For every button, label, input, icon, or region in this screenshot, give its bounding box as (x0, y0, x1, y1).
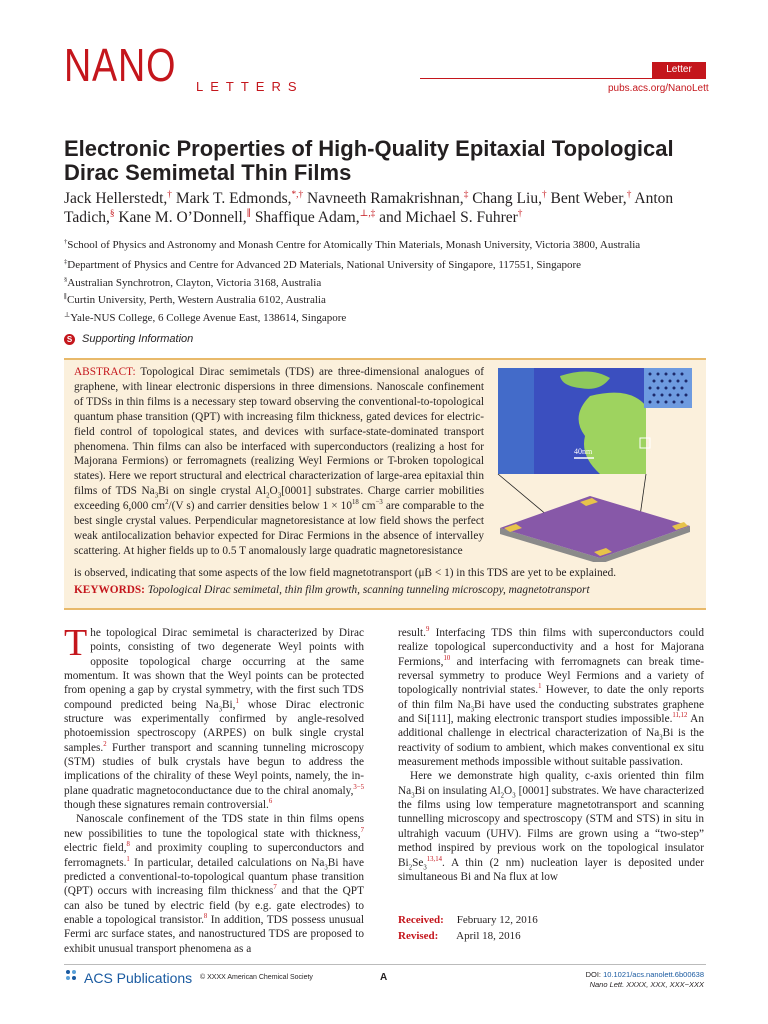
stm-left-band (498, 368, 534, 474)
affiliation-text: Department of Physics and Centre for Advanced 2D Materials, National University of Singapore, 117551, Singapore (67, 259, 582, 271)
footer-rule (64, 964, 706, 965)
author-affiliation-mark: § (109, 208, 115, 219)
drop-cap: T (64, 622, 88, 664)
acs-logo-icon (64, 968, 80, 984)
author-name: Shaffique Adam, (254, 209, 360, 226)
toc-graphic (490, 366, 700, 562)
author-affiliation-mark: *,† (291, 189, 304, 200)
journal-logo-sub: LETTERS (196, 79, 304, 94)
revised-label: Revised: (398, 930, 439, 942)
body-column-left: T he topological Dirac semimetal is characterized by Dirac points, consisting of two degenerate Weyl points with opposite topological charge occurring at the same momentum. It was shown that the Weyl points can be protected from opening a gap by crystal symmetry, with the first such TDS compound predicted being $Na_3Bi,^1$ whose Dirac electronic structure was experimentally confirmed by angle-resolved photoemission spectroscopy (ARPES) on bulk single crystal samples.$^2$ Further transport and scanning tunneling microscopy (STM) studies of bulk crystals have begun to address the implications of the chirality of these Weyl points, namely, the in-plane quadratic magnetoconductance due to the chiral anomaly,$^{3-5}$ though these signatures remain controversial.$^6$ Nanoscale confinement of the TDS state in thin films opens new possibilities to tune the topological state with thickness,$^7$ electric field,$^8$ and proximity coupling to superconductors and ferromagnets.$^1$ In particular, detailed calculations on $Na_3Bi$ have predicted a conventional-to-topological quantum phase transition (QPT) occurs with increasing film thickness$^7$ and that the QPT can also be tuned by electric field (by e.g. gate electrodes) to enable a topological transistor.$^8$ In addition, TDS possess unusual Fermi arc surface states, and nanostructured TDS are proposed to exhibit unusual transport phenomena as a (64, 622, 365, 955)
supporting-info-icon[interactable]: S (64, 334, 75, 345)
author-affiliation-mark: ∥ (246, 208, 251, 219)
doi-label: DOI: (585, 970, 601, 979)
author-affiliation-mark: † (167, 189, 172, 200)
journal-website-link[interactable]: pubs.acs.org/NanoLett (608, 83, 709, 94)
journal-logo: NANO (64, 39, 177, 91)
header-rule (420, 78, 706, 79)
author-name: Bent Weber, (550, 190, 627, 207)
abstract-text: ABSTRACT: Topological Dirac semimetals (TDS) are three-dimensional analogues of graphene, with linear electronic dispersions in three dimensions. Nanoscale confinement of TDSs in thin films is a necessary step toward observing the conventional-to-topological quantum phase transition (QPT) with increasing film thickness, gated devices for electric-field control of topological states, and devices with surface-state-dominated transport phenomena. Thin films can also be interfaced with superconductors (realizing a host for Majorana Fermions) or ferromagnets (realizing Weyl Fermions or T-broken topological states). Here we report structural and electrical characterization of large-area epitaxial thin films of TDS $Na_3Bi$ on single crystal $Al_2O_3[0001]$ substrates. Charge carrier mobilities exceeding 6,000 $cm^2/(V$ s) and carrier densities below $1 \times 10^{18}$ $cm^{-3}$ are comparable to the best single crystal values. Perpendicular magnetoresistance at low field shows the perfect weak antilocalization behavior expected for Dirac Fermions in the absence of intervalley scattering. At higher fields up to 0.5 T anomalously large quadratic magnetoresistance (74, 366, 484, 557)
author-name: Kane M. O’Donnell, (118, 209, 247, 226)
citation: Nano Lett. XXXX, XXX, XXX−XXX (589, 980, 704, 989)
body-column-right: result.$^9$ Interfacing TDS thin films with superconductors could realize topological superconductivity and a host for Majorana Fermions,$^{10}$ and interfacing with ferromagnets can break time-reversal symmetry to produce Weyl Fermions and a variety of topologically nontrivial states.$^1$ However, to date the only reports of thin film $Na_3Bi$ have used the conducting substrates graphene and Si[111], making electronic transport studies impossible.$^{11,12}$ An additional challenge in electrical characterization of $Na_3Bi$ is the reactivity of sodium to ambient, which makes conventional ex situ measurement methods impossible without suitable passivation. Here we demonstrate high quality, c-axis oriented thin film $Na_3Bi$ on insulating $Al_2O_3$ [0001] substrates. We have characterized the films using low temperature magnetotransport and scanning tunnelling microscopy and spectroscopy (STM and STS) in situ in ultrahigh vacuum (UHV). Films are grown using a “two-step” method inspired by previous work on the topological insulator $Bi_2Se_3^{13,14}$. A thin (2 nm) nucleation layer is deposited under simultaneous Bi and Na flux at low (398, 626, 705, 883)
affiliation-mark: † (64, 238, 68, 246)
abstract-text-end: is observed, indicating that some aspects of the low field magnetotransport (μB < 1) in this TDS are yet to be explained. (74, 567, 617, 579)
author-name: Chang Liu, (472, 190, 542, 207)
affiliation-text: School of Physics and Astronomy and Monash Centre for Atomically Thin Materials, Monash University, Victoria 3800, Australia (67, 239, 641, 251)
doi-block (552, 970, 704, 990)
affiliation-mark: ∥ (64, 293, 68, 301)
affiliation-mark: § (64, 276, 68, 284)
author-name: Navneeth Ramakrishnan, (307, 190, 464, 207)
received-date: Received: February 12, 2016 (398, 914, 538, 926)
supporting-info-link[interactable]: Supporting Information (82, 333, 194, 345)
keywords-text: Topological Dirac semimetal, thin film growth, scanning tunneling microscopy, magnetotransport (147, 584, 590, 596)
affiliation (64, 258, 714, 272)
affiliation (64, 311, 714, 325)
affiliation-mark: ⊥ (64, 311, 71, 319)
scale-bar-label: 40nm (574, 447, 593, 456)
received-label: Received: (398, 914, 444, 926)
keywords-label: KEYWORDS: (74, 584, 145, 596)
author-affiliation-mark: † (517, 208, 523, 219)
abstract-label: ABSTRACT: (74, 366, 136, 378)
author-affiliation-mark: † (541, 189, 547, 200)
author-name: Anton Tadich, (64, 190, 674, 226)
revised-date: Revised: April 18, 2016 (398, 930, 521, 942)
author-name: Jack Hellerstedt, (64, 190, 168, 207)
author-affiliation-mark: † (626, 189, 632, 200)
author-affiliation-mark: ‡ (463, 189, 469, 200)
keywords (74, 583, 700, 598)
zoom-line-2 (640, 474, 646, 516)
affiliation-text: Australian Synchrotron, Clayton, Victoria 3168, Australia (67, 277, 322, 289)
affiliation-mark: ‡ (64, 258, 68, 266)
article-type-badge: Letter (652, 62, 706, 78)
page-number: A (380, 972, 388, 983)
affiliation-text: Yale-NUS College, 6 College Avenue East, 138614, Singapore (70, 312, 347, 324)
substrate-top (500, 496, 690, 558)
affiliation (64, 293, 714, 307)
publisher-name: ACS Publications (84, 970, 193, 986)
affiliation (64, 276, 714, 290)
affiliation-text: Curtin University, Perth, Western Australia 6102, Australia (67, 294, 326, 306)
article-title: Electronic Properties of High-Quality Epitaxial Topological Dirac Semimetal Thin Films (64, 136, 674, 185)
affiliation (64, 238, 714, 252)
author-list (64, 189, 714, 227)
copyright: © XXXX American Chemical Society (200, 974, 313, 981)
doi-link[interactable]: 10.1021/acs.nanolett.6b00638 (603, 970, 704, 979)
author-name: and Michael S. Fuhrer (379, 209, 518, 226)
author-name: Mark T. Edmonds, (175, 190, 292, 207)
author-affiliation-mark: ⊥,‡ (359, 208, 376, 219)
